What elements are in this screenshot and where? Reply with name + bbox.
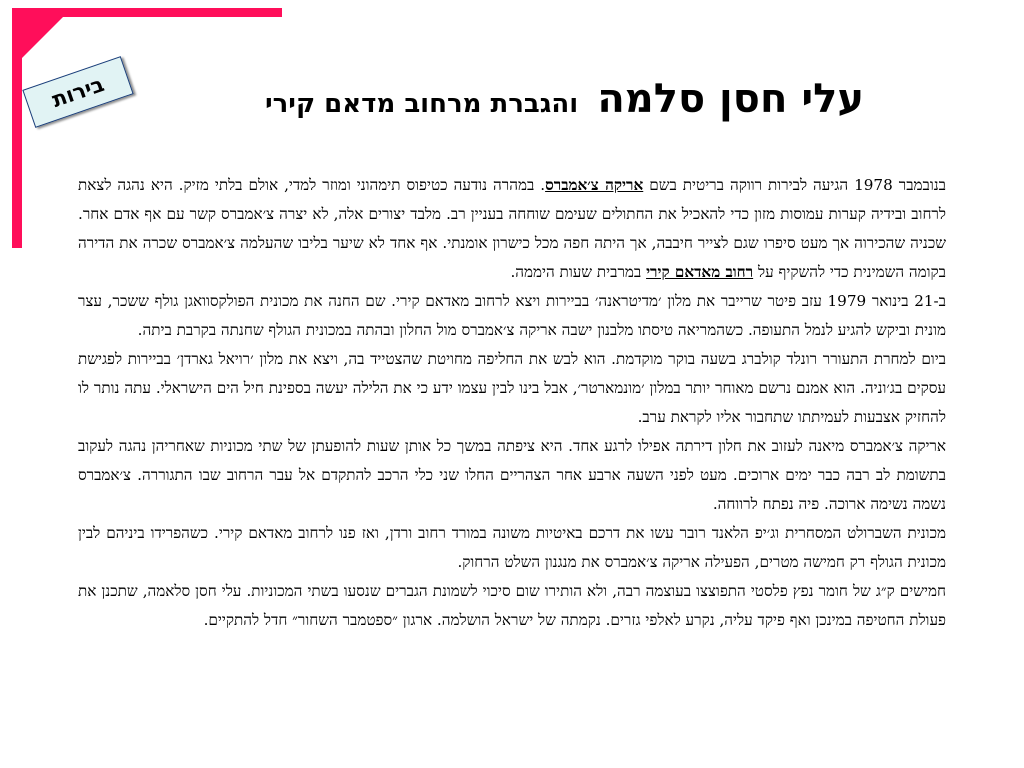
article-paragraph <box>78 345 946 432</box>
page-title <box>265 76 864 122</box>
article-paragraph <box>78 171 946 287</box>
article-paragraph <box>78 432 946 519</box>
page-title-main: עלי חסן סלמה <box>597 76 864 122</box>
paragraph-text: ב-21 בינואר 1979 עזב פיטר שרייבר את מלון ׳מדיטראנה׳ בביירות ויצא לרחוב מאדאם קירי. שם החנה את מכונית הפולקסוואגן גולף ששכר, עצר מונית וביקש להגיע לנמל התעופה. כשהמריאה טיסתו מלבנון ישבה אריקה צ׳אמברס מול החלון ובהתה במכונית הגולף שחנתה בקרבת ביתה. <box>78 292 946 339</box>
article-paragraph <box>78 577 946 635</box>
page-title-sub: והגברת מרחוב מדאם קירי <box>264 89 579 119</box>
paragraph-text: במרבית שעות היממה. <box>510 263 647 281</box>
paragraph-text: . במהרה נודעה כטיפוס תימהוני ומוזר למדי, אולם בלתי מזיק. היא נהגה לצאת לרחוב ובידיה קערות עמוסות מזון כדי להאכיל את החתולים שעימם שוחחה בעניין רב. מלבד יצורים אלה, לא יצרה צ׳אמברס קשר עם אף אדם אחר. שכניה שהכירוה אך מעט סיפרו שגם לצייר חיבבה, אך היתה חפה מכל כישרון אומנתי. אף אחד לא שיער בליבו שהעלמה צ׳אמברס שכרה את הדירה בקומה השמינית כדי להשקיף על <box>78 176 946 281</box>
article-paragraph <box>78 519 946 577</box>
article-paragraph <box>78 287 946 345</box>
paragraph-text: חמישים ק״ג של חומר נפץ פלסטי התפוצצו בעוצמה רבה, ולא הותירו שום סיכוי לשמונת הגברים שנסעו בשתי המכוניות. עלי חסן סלאמה, שתכנן את פעולת החטיפה במינכן ואף פיקד עליה, נקרע לאלפי גזרים. נקמתה של ישראל הושלמה. ארגון ״ספטמבר השחור״ חדל להתקיים. <box>78 582 946 629</box>
decorative-corner-triangle <box>12 8 72 68</box>
highlighted-term: אריקה צ׳אמברס <box>545 176 644 194</box>
location-label: בירות <box>48 71 108 113</box>
paragraph-text: מכונית השברולט המסחרית וג׳יפ הלאנד רובר עשו את דרכם באיטיות משונה במורד רחוב ורדן, ואז פנו לרחוב מאדאם קירי. כשהפרידו ביניהם לבין מכונית הגולף רק חמישה מטרים, הפעילה אריקה צ׳אמברס את מנגנון השלט הרחוק. <box>78 524 946 571</box>
paragraph-text: ביום למחרת התעורר רונלד קולברג בשעה בוקר מוקדמת. הוא לבש את החליפה מחויטת שהצטייד בה, ויצא את מלון ׳רויאל גארדן׳ בביירות לפגישת עסקים בג׳וניה. הוא אמנם נרשם מאוחר יותר במלון ׳מונמארטר׳, אבל בינו לבין עצמו ידע כי את הלילה יעשה בספינת חיל הים הישראלי. עתה נותר לו להחזיק אצבעות לעמיתתו שתחבור אליו לקראת ערב. <box>78 350 946 426</box>
article-body <box>78 171 946 635</box>
paragraph-text: בנובמבר 1978 הגיעה לבירות רווקה בריטית בשם <box>643 176 947 194</box>
highlighted-term: רחוב מאדאם קירי <box>646 263 754 281</box>
paragraph-text: אריקה צ׳אמברס מיאנה לעזוב את חלון דירתה אפילו לרגע אחד. היא ציפתה במשך כל אותן שעות להופעתן של שתי מכוניות שאחריהן נהגה לעקוב בתשומת לב רבה כבר ימים ארוכים. מעט לפני השעה ארבע אחר הצהריים החלו שני כלי הרכב להתקדם אל עבר הרחוב שבו התגוררה. צ׳אמברס נשמה נשימה ארוכה. פיה נפתח לרווחה. <box>78 437 946 513</box>
